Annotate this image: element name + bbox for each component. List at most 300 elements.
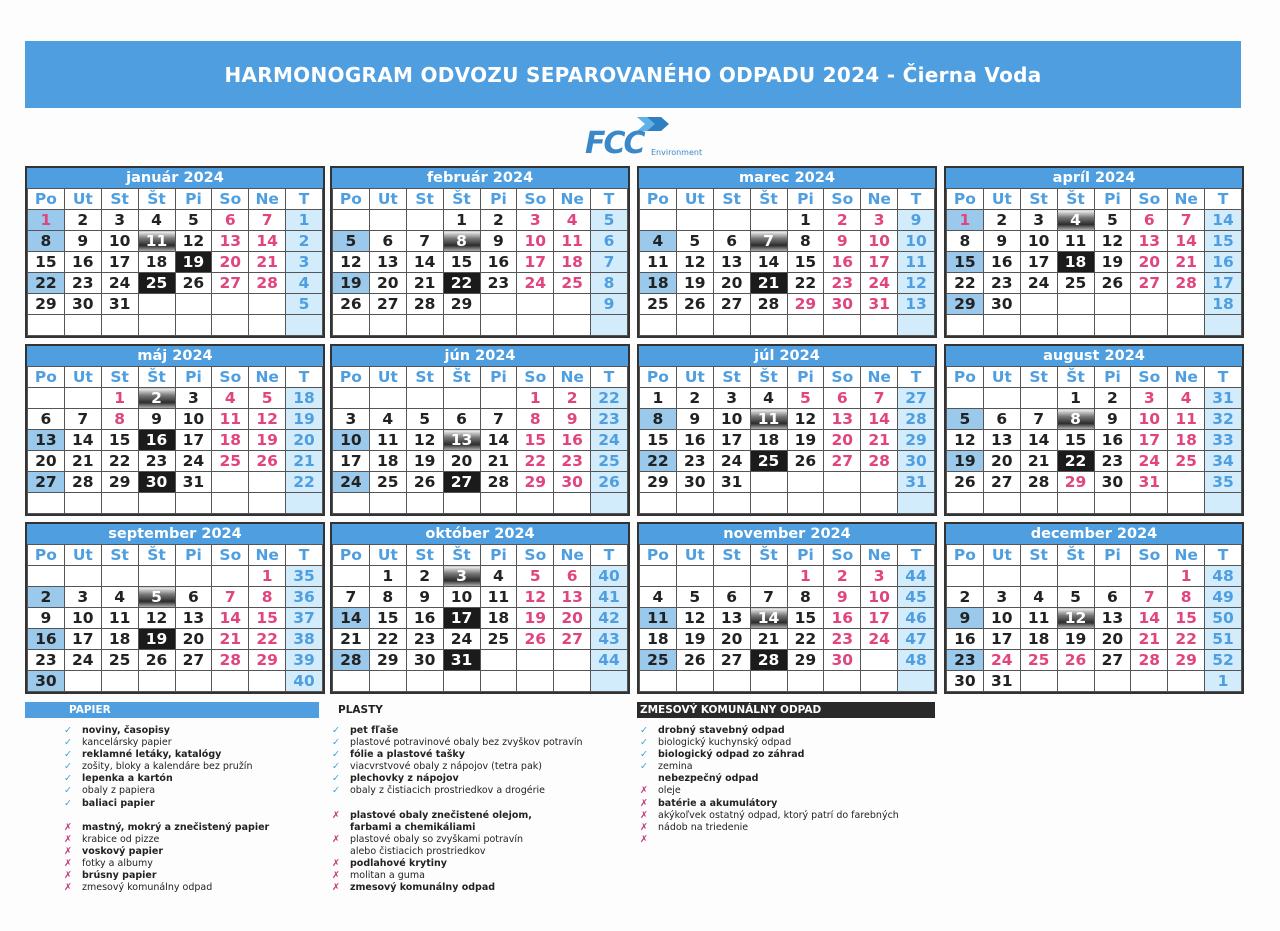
day-cell: 15 <box>787 252 824 273</box>
month-calendar <box>330 166 630 338</box>
day-cell: 7 <box>1020 409 1057 430</box>
week-number: 5 <box>286 294 323 315</box>
day-header: Ne <box>861 189 898 210</box>
day-cell: 11 <box>369 430 406 451</box>
day-cell <box>333 210 370 231</box>
day-header: So <box>212 189 249 210</box>
day-cell: 7 <box>406 231 443 252</box>
day-cell: 17 <box>333 451 370 472</box>
week-number <box>1205 315 1242 336</box>
day-cell: 7 <box>333 587 370 608</box>
week-number: 21 <box>286 451 323 472</box>
day-cell: 1 <box>517 388 554 409</box>
day-cell: 27 <box>983 472 1020 493</box>
day-header: Po <box>333 367 370 388</box>
day-cell: 13 <box>1094 608 1131 629</box>
day-cell <box>713 315 750 336</box>
week-number: 24 <box>591 430 628 451</box>
legend-item <box>64 737 269 749</box>
day-cell: 3 <box>64 587 101 608</box>
day-cell: 13 <box>983 430 1020 451</box>
day-cell: 13 <box>212 231 249 252</box>
legend-item-text: zmesový komunálny odpad <box>350 882 496 894</box>
week-number: 12 <box>898 273 935 294</box>
day-cell: 2 <box>64 210 101 231</box>
day-cell: 31 <box>861 294 898 315</box>
day-cell: 6 <box>983 409 1020 430</box>
day-cell <box>1131 493 1168 514</box>
day-cell: 27 <box>28 472 65 493</box>
day-cell <box>1057 315 1094 336</box>
day-cell <box>333 566 370 587</box>
day-cell: 22 <box>28 273 65 294</box>
day-header: T <box>591 189 628 210</box>
day-cell: 5 <box>947 409 984 430</box>
day-cell <box>983 388 1020 409</box>
day-cell <box>406 493 443 514</box>
legend-item <box>64 846 269 858</box>
day-cell: 12 <box>676 608 713 629</box>
day-header: Po <box>28 189 65 210</box>
cross-icon: ✗ <box>332 882 340 894</box>
day-cell: 18 <box>480 608 517 629</box>
week-number: 39 <box>286 650 323 671</box>
day-header: Pi <box>175 545 212 566</box>
day-cell: 29 <box>369 650 406 671</box>
day-cell: 14 <box>1020 430 1057 451</box>
day-cell: 4 <box>554 210 591 231</box>
day-cell <box>175 294 212 315</box>
day-header: Po <box>333 545 370 566</box>
day-cell <box>369 671 406 692</box>
day-header: Pi <box>1094 545 1131 566</box>
day-cell: 27 <box>554 629 591 650</box>
day-cell: 18 <box>1020 629 1057 650</box>
day-header: Po <box>947 189 984 210</box>
day-cell: 8 <box>249 587 286 608</box>
day-cell: 28 <box>750 650 787 671</box>
month-calendar <box>944 522 1244 694</box>
day-header: Ne <box>1168 189 1205 210</box>
day-cell <box>554 493 591 514</box>
day-cell <box>1131 294 1168 315</box>
legend-item-continued: alebo čistiacich prostriedkov <box>350 845 486 857</box>
day-header: Ut <box>676 189 713 210</box>
day-cell: 26 <box>676 650 713 671</box>
day-cell: 10 <box>175 409 212 430</box>
week-number: 48 <box>1205 566 1242 587</box>
day-cell <box>369 388 406 409</box>
day-cell: 25 <box>369 472 406 493</box>
day-header: Ne <box>249 367 286 388</box>
day-cell: 14 <box>333 608 370 629</box>
week-number: 26 <box>591 472 628 493</box>
day-cell <box>1131 315 1168 336</box>
day-header: Po <box>640 545 677 566</box>
day-cell <box>443 671 480 692</box>
day-cell: 1 <box>249 566 286 587</box>
day-cell: 3 <box>983 587 1020 608</box>
day-cell: 4 <box>1168 388 1205 409</box>
week-number: 35 <box>1205 472 1242 493</box>
day-cell: 9 <box>1094 409 1131 430</box>
day-header: St <box>1020 189 1057 210</box>
day-cell: 14 <box>861 409 898 430</box>
day-cell: 19 <box>175 252 212 273</box>
day-cell: 20 <box>443 451 480 472</box>
day-cell: 9 <box>64 231 101 252</box>
day-cell: 17 <box>861 608 898 629</box>
day-cell: 28 <box>480 472 517 493</box>
day-cell: 29 <box>1168 650 1205 671</box>
day-cell: 9 <box>28 608 65 629</box>
day-cell: 16 <box>480 252 517 273</box>
day-cell <box>212 671 249 692</box>
fcc-logo <box>585 115 725 161</box>
day-cell: 15 <box>787 608 824 629</box>
page-title: HARMONOGRAM ODVOZU SEPAROVANÉHO ODPADU 2024 - Čierna Voda <box>25 41 1241 108</box>
day-cell: 24 <box>983 650 1020 671</box>
day-cell: 11 <box>101 608 138 629</box>
day-cell: 30 <box>824 294 861 315</box>
day-cell <box>1094 671 1131 692</box>
day-cell <box>517 650 554 671</box>
day-header: T <box>591 367 628 388</box>
day-cell: 17 <box>175 430 212 451</box>
day-cell <box>1131 566 1168 587</box>
day-header: Št <box>750 189 787 210</box>
legend-item <box>332 773 583 785</box>
day-cell: 9 <box>554 409 591 430</box>
day-cell: 7 <box>64 409 101 430</box>
check-icon: ✓ <box>332 785 340 797</box>
day-cell: 16 <box>554 430 591 451</box>
week-number: 44 <box>591 650 628 671</box>
week-number: 31 <box>898 472 935 493</box>
day-cell: 8 <box>28 231 65 252</box>
day-cell: 3 <box>101 210 138 231</box>
day-cell: 28 <box>750 294 787 315</box>
day-cell <box>212 472 249 493</box>
day-cell: 12 <box>1057 608 1094 629</box>
day-cell: 26 <box>947 472 984 493</box>
week-number <box>591 671 628 692</box>
day-header: Pi <box>1094 189 1131 210</box>
day-cell: 2 <box>480 210 517 231</box>
day-cell <box>861 650 898 671</box>
day-cell: 2 <box>138 388 175 409</box>
day-cell: 1 <box>1057 388 1094 409</box>
day-cell: 31 <box>175 472 212 493</box>
legend-item <box>332 834 583 846</box>
day-cell <box>750 472 787 493</box>
day-cell: 23 <box>406 629 443 650</box>
week-number: 42 <box>591 608 628 629</box>
day-cell <box>1168 493 1205 514</box>
day-cell <box>369 493 406 514</box>
day-cell: 21 <box>750 273 787 294</box>
legend-item <box>332 870 583 882</box>
day-cell: 31 <box>443 650 480 671</box>
legend-papier-title: PAPIER <box>25 702 319 718</box>
day-cell: 13 <box>824 409 861 430</box>
day-cell <box>1057 566 1094 587</box>
week-number: 22 <box>591 388 628 409</box>
legend-item-text: podlahové krytiny <box>350 857 447 869</box>
day-cell <box>28 315 65 336</box>
legend-item-text: reklamné letáky, katalógy <box>82 749 222 761</box>
month-title: október 2024 <box>332 524 628 544</box>
day-cell <box>406 388 443 409</box>
day-cell <box>640 315 677 336</box>
week-number: 32 <box>1205 409 1242 430</box>
day-cell: 25 <box>750 451 787 472</box>
day-cell: 28 <box>406 294 443 315</box>
week-number: 6 <box>591 231 628 252</box>
day-cell <box>750 210 787 231</box>
day-cell: 9 <box>983 231 1020 252</box>
legend-item <box>640 810 899 822</box>
day-cell: 2 <box>554 388 591 409</box>
day-cell: 1 <box>101 388 138 409</box>
day-cell: 6 <box>369 231 406 252</box>
day-cell <box>138 566 175 587</box>
day-cell: 12 <box>138 608 175 629</box>
day-cell: 16 <box>28 629 65 650</box>
day-cell: 30 <box>824 650 861 671</box>
day-cell: 13 <box>28 430 65 451</box>
day-cell: 8 <box>640 409 677 430</box>
week-number <box>898 315 935 336</box>
day-cell: 5 <box>676 587 713 608</box>
day-cell: 16 <box>138 430 175 451</box>
day-cell <box>212 493 249 514</box>
day-cell: 10 <box>333 430 370 451</box>
day-cell <box>713 566 750 587</box>
day-cell: 16 <box>824 608 861 629</box>
logo-sub: Environment <box>651 148 703 157</box>
legend-item <box>64 725 269 737</box>
day-cell <box>101 566 138 587</box>
day-header: T <box>898 545 935 566</box>
day-header: Ut <box>369 189 406 210</box>
day-cell <box>1020 566 1057 587</box>
day-cell <box>1020 294 1057 315</box>
day-cell: 5 <box>406 409 443 430</box>
day-cell <box>676 315 713 336</box>
day-cell: 1 <box>947 210 984 231</box>
legend-item <box>332 761 583 773</box>
month-title: september 2024 <box>27 524 323 544</box>
day-cell: 9 <box>824 231 861 252</box>
day-cell: 21 <box>1168 252 1205 273</box>
check-icon: ✓ <box>64 737 72 749</box>
day-cell: 16 <box>676 430 713 451</box>
day-cell: 22 <box>1168 629 1205 650</box>
day-cell: 17 <box>713 430 750 451</box>
week-number <box>286 315 323 336</box>
day-cell: 11 <box>1168 409 1205 430</box>
day-cell: 3 <box>1131 388 1168 409</box>
week-number: 18 <box>1205 294 1242 315</box>
day-cell: 30 <box>28 671 65 692</box>
day-cell <box>480 671 517 692</box>
day-cell: 28 <box>249 273 286 294</box>
check-icon: ✓ <box>64 749 72 761</box>
legend-item-text: molitan a guma <box>350 870 425 882</box>
day-header: Ne <box>861 367 898 388</box>
day-cell: 17 <box>517 252 554 273</box>
day-cell: 16 <box>947 629 984 650</box>
day-cell: 4 <box>101 587 138 608</box>
day-header: Ne <box>554 367 591 388</box>
day-header: Pi <box>787 367 824 388</box>
legend-papier-list <box>64 725 269 894</box>
day-cell: 15 <box>1057 430 1094 451</box>
day-cell: 16 <box>64 252 101 273</box>
day-cell: 30 <box>64 294 101 315</box>
week-number: 14 <box>1205 210 1242 231</box>
legend-item-text: biologický odpad zo záhrad <box>658 749 805 761</box>
day-cell <box>1168 472 1205 493</box>
day-header: Ut <box>983 189 1020 210</box>
day-header: Po <box>28 367 65 388</box>
week-number: 46 <box>898 608 935 629</box>
day-cell: 11 <box>480 587 517 608</box>
day-cell: 29 <box>787 294 824 315</box>
day-cell <box>947 493 984 514</box>
day-cell: 28 <box>64 472 101 493</box>
day-cell <box>983 493 1020 514</box>
day-cell: 8 <box>787 587 824 608</box>
check-icon: ✓ <box>640 725 648 736</box>
check-icon: ✓ <box>332 737 340 749</box>
day-header: Ut <box>983 367 1020 388</box>
day-cell: 26 <box>175 273 212 294</box>
day-header: Ut <box>64 545 101 566</box>
week-number: 20 <box>286 430 323 451</box>
day-cell: 26 <box>517 629 554 650</box>
month-title: február 2024 <box>332 168 628 188</box>
day-header: Ne <box>1168 367 1205 388</box>
day-cell: 17 <box>1131 430 1168 451</box>
day-cell: 24 <box>443 629 480 650</box>
day-cell: 15 <box>443 252 480 273</box>
day-header: T <box>1205 189 1242 210</box>
day-cell: 29 <box>517 472 554 493</box>
week-number: 30 <box>898 451 935 472</box>
day-cell: 20 <box>824 430 861 451</box>
cross-icon: ✗ <box>64 882 72 894</box>
day-cell: 3 <box>861 566 898 587</box>
day-cell <box>517 671 554 692</box>
day-header: Po <box>28 545 65 566</box>
day-cell <box>64 566 101 587</box>
week-number: 28 <box>898 409 935 430</box>
day-cell: 8 <box>101 409 138 430</box>
day-cell: 18 <box>212 430 249 451</box>
day-cell: 19 <box>676 273 713 294</box>
check-icon: ✓ <box>332 725 340 736</box>
day-cell: 27 <box>175 650 212 671</box>
week-number: 37 <box>286 608 323 629</box>
day-cell: 25 <box>1057 273 1094 294</box>
day-cell: 23 <box>676 451 713 472</box>
legend-item-text: zmesový komunálny odpad <box>82 882 213 894</box>
day-cell: 21 <box>861 430 898 451</box>
day-cell: 6 <box>554 566 591 587</box>
day-cell: 22 <box>787 273 824 294</box>
day-cell: 21 <box>212 629 249 650</box>
day-cell <box>1094 294 1131 315</box>
day-cell: 15 <box>1168 608 1205 629</box>
day-cell <box>175 566 212 587</box>
day-header: Ut <box>676 367 713 388</box>
day-cell <box>480 493 517 514</box>
day-cell: 19 <box>787 430 824 451</box>
day-cell: 13 <box>1131 231 1168 252</box>
day-cell: 16 <box>1094 430 1131 451</box>
day-cell: 13 <box>713 608 750 629</box>
week-number <box>591 493 628 514</box>
day-cell <box>554 315 591 336</box>
day-header: Št <box>138 367 175 388</box>
day-cell: 24 <box>64 650 101 671</box>
legend-item <box>64 870 269 882</box>
day-cell: 24 <box>1020 273 1057 294</box>
day-cell <box>28 566 65 587</box>
day-cell: 13 <box>369 252 406 273</box>
month-calendar <box>330 344 630 516</box>
day-cell: 10 <box>1131 409 1168 430</box>
day-cell: 28 <box>861 451 898 472</box>
day-cell: 9 <box>480 231 517 252</box>
day-cell: 5 <box>517 566 554 587</box>
day-cell <box>517 315 554 336</box>
legend-item-text: baliaci papier <box>82 797 155 809</box>
legend-item-text: plechovky z nápojov <box>350 773 459 785</box>
week-number: 11 <box>898 252 935 273</box>
week-number <box>898 671 935 692</box>
day-cell: 6 <box>175 587 212 608</box>
day-cell: 26 <box>333 294 370 315</box>
month-title: apríl 2024 <box>946 168 1242 188</box>
day-header: Pi <box>480 367 517 388</box>
day-header: So <box>1131 545 1168 566</box>
day-cell: 7 <box>249 210 286 231</box>
day-cell: 31 <box>713 472 750 493</box>
day-cell: 7 <box>1131 587 1168 608</box>
day-cell <box>443 388 480 409</box>
day-header: So <box>212 367 249 388</box>
week-number: 16 <box>1205 252 1242 273</box>
cross-icon: ✗ <box>332 870 340 882</box>
day-cell <box>750 493 787 514</box>
week-number: 51 <box>1205 629 1242 650</box>
day-cell: 17 <box>1020 252 1057 273</box>
day-cell: 21 <box>406 273 443 294</box>
day-cell: 25 <box>101 650 138 671</box>
day-cell: 1 <box>640 388 677 409</box>
day-cell: 6 <box>713 587 750 608</box>
day-header: Ne <box>249 189 286 210</box>
legend-item-text: zošity, bloky a kalendáre bez pružín <box>82 761 253 773</box>
day-cell: 26 <box>249 451 286 472</box>
week-number: 2 <box>286 231 323 252</box>
day-cell <box>861 671 898 692</box>
day-cell: 5 <box>333 231 370 252</box>
day-cell: 31 <box>983 671 1020 692</box>
